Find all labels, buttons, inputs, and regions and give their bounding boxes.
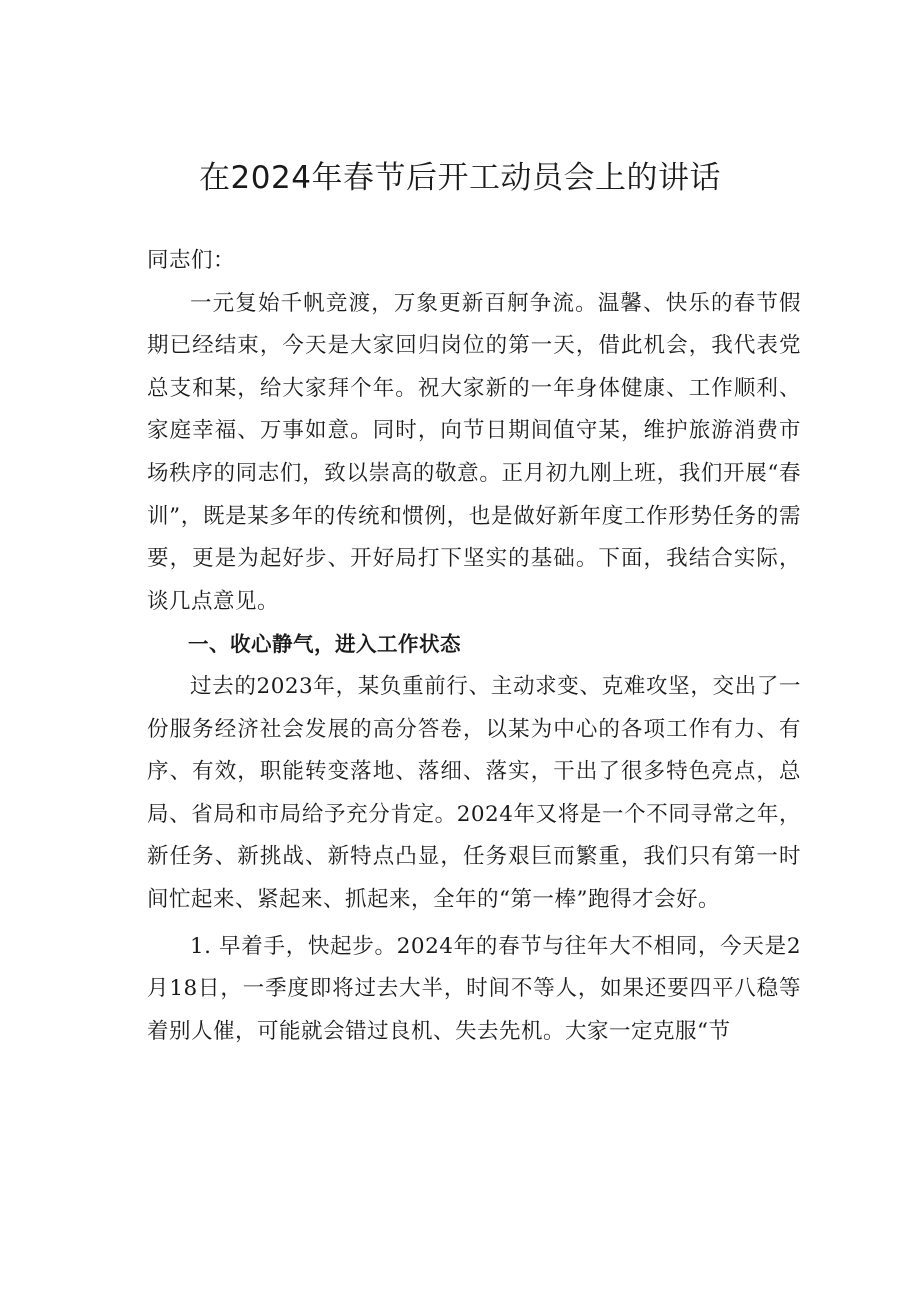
section-paragraph: 过去的2023年，某负重前行、主动求变、克难攻坚，交出了一份服务经济社会发展的高分答卷，以某为中心的各项工作有力、有序、有效，职能转变落地、落细、落实，干出了很多特色亮点，总局、省局和市局给予充分肯定。2024年又将是一个不同寻常之年，新任务、新挑战、新特点凸显，任务艰巨而繁重，我们只有第一时间忙起来、紧起来、抓起来，全年的“第一棒”跑得才会好。 <box>147 673 801 912</box>
intro-paragraph: 一元复始千帆竞渡，万象更新百舸争流。温馨、快乐的春节假期已经结束，今天是大家回归岗位的第一天，借此机会，我代表党总支和某，给大家拜个年。祝大家新的一年身体健康、工作顺利、家庭幸福、万事如意。同时，向节日期间值守某，维护旅游消费市场秩序的同志们，致以崇高的敬意。正月初九刚上班，我们开展“春训”，既是某多年的传统和惯例，也是做好新年度工作形势任务的需要，更是为起好步、开好局打下坚实的基础。下面，我结合实际，谈几点意见。 <box>147 290 801 614</box>
page-title: 在2024年春节后开工动员会上的讲话 <box>199 160 721 196</box>
document-body <box>147 240 801 1053</box>
section-heading: 一、收心静气，进入工作状态 <box>188 632 461 657</box>
section-paragraph: 1. 早着手，快起步。2024年的春节与往年大不相同，今天是2月18日，一季度即将过去大半，时间不等人，如果还要四平八稳等着别人催，可能就会错过良机、失去先机。大家一定克服“节 <box>147 933 801 1044</box>
salutation: 同志们： <box>147 248 236 273</box>
